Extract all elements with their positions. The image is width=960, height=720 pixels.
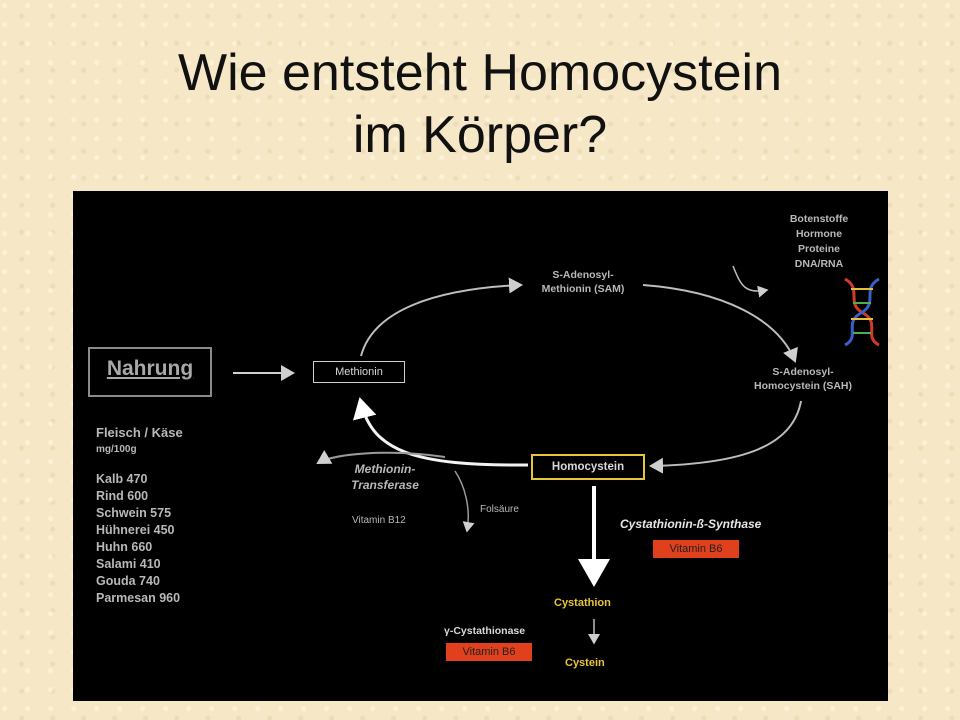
arrow-to-outputs [733,266,767,291]
methionin-box: Methionin [313,361,405,383]
output-item: DNA/RNA [794,258,844,270]
folsaeure-label: Folsäure [480,504,519,515]
sam-line-1: S-Adenosyl- [552,269,614,281]
sam-node [513,268,653,296]
food-item: Rind 600 [96,489,149,503]
homocystein-box: Homocystein [531,454,645,480]
vitamin-b12-label: Vitamin B12 [352,515,406,526]
page-title [0,42,960,166]
nahrung-label: Nahrung [106,357,194,380]
homocysteine-cycle-diagram [73,191,888,701]
food-list [96,471,180,607]
arrow-sam-sah [643,285,795,361]
food-item: Kalb 470 [96,472,148,486]
food-item: Salami 410 [96,557,161,571]
sah-line-1: S-Adenosyl- [772,366,834,378]
food-item: Parmesan 960 [96,591,181,605]
cystein-label: Cystein [565,657,605,669]
transferase-line-1: Methionin- [354,462,416,476]
vitamin-b6-badge-synthase: Vitamin B6 [653,540,739,558]
transferase-line-2: Transferase [351,478,419,492]
arrow-methionin-sam [361,285,521,356]
arrow-sah-homocystein [651,401,801,466]
food-header: Fleisch / Käse [96,425,183,440]
synthase-label: Cystathionin-ß-Synthase [620,517,762,531]
food-item: Huhn 660 [96,540,153,554]
cystathionase-label: γ-Cystathionase [444,625,526,637]
output-item: Hormone [795,228,843,240]
food-item: Schwein 575 [96,506,172,520]
output-item: Botenstoffe [789,213,849,225]
sah-line-2: Homocystein (SAH) [753,380,852,392]
dna-helix-icon [845,279,879,345]
food-unit: mg/100g [96,444,137,455]
cystathion-label: Cystathion [554,597,611,609]
output-item: Proteine [797,243,840,255]
nahrung-box [88,347,212,397]
title-line-2: im Körper? [352,106,608,164]
food-item: Hühnerei 450 [96,523,175,537]
arrow-homocystein-methionin [361,403,528,465]
arrow-folsaeure [455,471,468,531]
vitamin-b6-badge-cystathionase: Vitamin B6 [446,643,532,661]
transferase-label [335,461,435,493]
title-line-1: Wie entsteht Homocystein [177,44,783,102]
sam-line-2: Methionin (SAM) [541,283,625,295]
outputs-list [773,212,865,272]
sah-node [738,365,868,393]
food-item: Gouda 740 [96,574,160,588]
